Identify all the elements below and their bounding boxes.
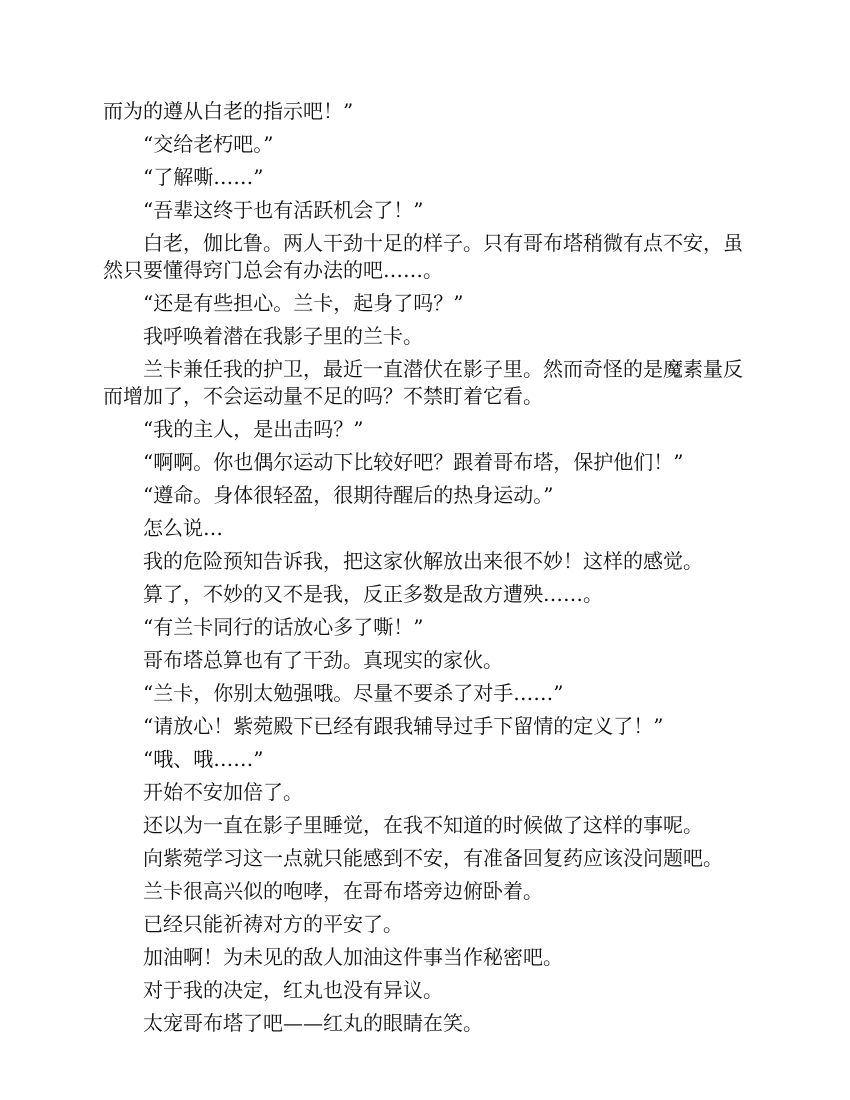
paragraph: 对于我的决定，红丸也没有异议。 xyxy=(143,978,443,1002)
paragraph: “兰卡，你别太勉强哦。尽量不要杀了对手……” xyxy=(143,681,564,705)
paragraph: 哥布塔总算也有了干劲。真现实的家伙。 xyxy=(143,648,503,672)
paragraph: “我的主人，是出击吗？” xyxy=(143,417,364,441)
document-page xyxy=(103,98,743,1037)
paragraph: “啊啊。你也偶尔运动下比较好吧？跟着哥布塔，保护他们！” xyxy=(143,450,684,474)
paragraph: 白老，伽比鲁。两人干劲十足的样子。只有哥布塔稍微有点不安，虽然只要懂得窍门总会有办法的吧……。 xyxy=(103,231,743,282)
paragraph: 加油啊！为未见的敌人加油这件事当作秘密吧。 xyxy=(143,945,563,969)
paragraph: “有兰卡同行的话放心多了嘶！” xyxy=(143,615,424,639)
paragraph: 算了，不妙的又不是我，反正多数是敌方遭殃……。 xyxy=(143,582,603,606)
paragraph: 已经只能祈祷对方的平安了。 xyxy=(143,912,403,936)
paragraph: 怎么说… xyxy=(143,516,223,540)
paragraph: 开始不安加倍了。 xyxy=(143,780,303,804)
paragraph: 我呼唤着潜在我影子里的兰卡。 xyxy=(143,324,423,348)
paragraph: 兰卡很高兴似的咆哮，在哥布塔旁边俯卧着。 xyxy=(143,879,543,903)
paragraph: “了解嘶……” xyxy=(143,165,264,189)
paragraph: 太宠哥布塔了吧——红丸的眼睛在笑。 xyxy=(143,1011,483,1035)
paragraph: 而为的遵从白老的指示吧！” xyxy=(103,99,354,123)
paragraph: “吾辈这终于也有活跃机会了！” xyxy=(143,198,424,222)
paragraph: 还以为一直在影子里睡觉，在我不知道的时候做了这样的事呢。 xyxy=(143,813,703,837)
paragraph: 我的危险预知告诉我，把这家伙解放出来很不妙！这样的感觉。 xyxy=(143,549,703,573)
paragraph: “交给老朽吧。” xyxy=(143,132,274,156)
paragraph: “哦、哦……” xyxy=(143,747,264,771)
paragraph: “遵命。身体很轻盈，很期待醒后的热身运动。” xyxy=(143,483,554,507)
paragraph: “还是有些担心。兰卡，起身了吗？” xyxy=(143,291,464,315)
paragraph: 向紫菀学习这一点就只能感到不安，有准备回复药应该没问题吧。 xyxy=(143,846,723,870)
paragraph: 兰卡兼任我的护卫，最近一直潜伏在影子里。然而奇怪的是魔素量反而增加了，不会运动量不足的吗？不禁盯着它看。 xyxy=(103,357,743,408)
paragraph: “请放心！紫菀殿下已经有跟我辅导过手下留情的定义了！” xyxy=(143,714,664,738)
